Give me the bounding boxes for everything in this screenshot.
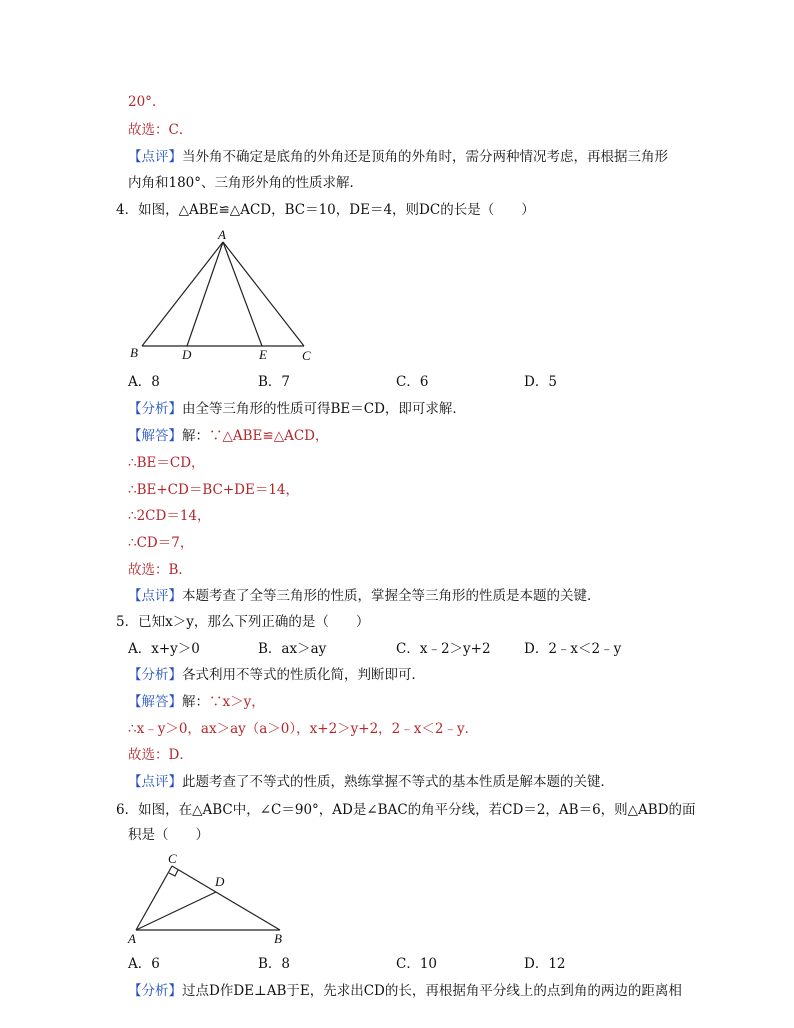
q5-analysis — [128, 665, 425, 685]
solution-tag: 【解答】 — [128, 694, 182, 710]
q4-solution-step-4: ∴2CD＝14， — [128, 508, 211, 524]
solution-lead: 解： — [182, 428, 209, 444]
q4-option-c: C．6 — [396, 374, 429, 390]
q6-option-c: C．10 — [396, 956, 438, 972]
q4-solution — [128, 426, 329, 446]
q5-option-b: B．ax＞ay — [258, 641, 327, 657]
q6-stem-line-1: 6．如图，在△ABC中，∠C＝90°，AD是∠BAC的角平分线，若CD＝2，AB＝6，则△ABD的面 — [116, 802, 696, 818]
analysis-tag: 【分析】 — [128, 401, 182, 417]
q6-label-D: D — [215, 874, 225, 889]
prev-comment-text-2: 内角和180°、三角形外角的性质求解． — [128, 175, 364, 191]
q6-label-A: A — [128, 931, 136, 946]
q6-option-a: A．6 — [128, 956, 160, 972]
solution-step-1: ∵x＞y， — [209, 694, 265, 710]
prev-answer-value: 20°. — [128, 94, 157, 110]
comment-text-1: 当外角不确定是底角的外角还是顶角的外角时，需分两种情况考虑，再根据三角形 — [182, 149, 668, 165]
analysis-tag: 【分析】 — [128, 667, 182, 683]
comment-tag: 【点评】 — [128, 588, 182, 604]
q5-comment — [128, 772, 614, 792]
q6-analysis — [128, 981, 682, 1001]
q4-label-E: E — [259, 347, 267, 362]
q4-solution-step-5: ∴CD＝7， — [128, 535, 194, 551]
q4-answer: 故选：B． — [128, 562, 192, 578]
analysis-tag: 【分析】 — [128, 983, 182, 999]
q6-label-C: C — [168, 851, 177, 866]
q4-label-C: C — [302, 348, 311, 363]
solution-step-1: ∵△ABE≌△ACD， — [209, 428, 329, 444]
q5-solution — [128, 692, 265, 712]
analysis-text: 由全等三角形的性质可得BE＝CD，即可求解． — [182, 401, 466, 417]
q5-option-d: D．2﹣x＜2﹣y — [524, 641, 622, 657]
q5-option-a: A．x+y＞0 — [128, 641, 200, 657]
prev-answer-choice: 故选：C． — [128, 122, 193, 138]
q6-stem-line-2: 积是（ ） — [128, 827, 209, 843]
q6-triangle-figure — [124, 848, 294, 948]
prev-comment — [128, 147, 668, 167]
q5-solution-step-2: ∴x﹣y＞0，ax＞ay（a＞0），x+2＞y+2，2﹣x＜2﹣y． — [128, 721, 479, 737]
solution-lead: 解： — [182, 694, 209, 710]
q4-option-b: B．7 — [258, 374, 291, 390]
q6-label-B: B — [274, 931, 282, 946]
q4-label-B: B — [130, 345, 138, 360]
comment-tag: 【点评】 — [128, 149, 182, 165]
q4-label-D: D — [182, 347, 192, 362]
comment-tag: 【点评】 — [128, 774, 182, 790]
q4-label-A: A — [218, 227, 226, 242]
comment-text: 本题考查了全等三角形的性质，掌握全等三角形的性质是本题的关键． — [182, 588, 601, 604]
analysis-text: 过点D作DE⊥AB于E，先求出CD的长，再根据角平分线上的点到角的两边的距离相 — [182, 983, 682, 999]
q4-comment — [128, 586, 601, 606]
q4-option-d: D．5 — [524, 374, 557, 390]
q5-option-c: C．x﹣2＞y+2 — [396, 641, 491, 657]
analysis-text: 各式利用不等式的性质化简，判断即可． — [182, 667, 425, 683]
q4-triangle-figure — [126, 224, 326, 366]
q4-solution-step-3: ∴BE+CD＝BC+DE＝14， — [128, 482, 299, 498]
comment-text: 此题考查了不等式的性质，熟练掌握不等式的基本性质是解本题的关键． — [182, 774, 614, 790]
q6-option-d: D．12 — [524, 956, 566, 972]
q6-option-b: B．8 — [258, 956, 291, 972]
q4-stem: 4．如图，△ABE≌△ACD，BC＝10，DE＝4，则DC的长是（ ） — [116, 202, 535, 218]
solution-tag: 【解答】 — [128, 428, 182, 444]
q5-stem: 5．已知x＞y，那么下列正确的是（ ） — [116, 614, 370, 630]
q4-solution-step-2: ∴BE＝CD， — [128, 455, 205, 471]
q4-analysis — [128, 399, 466, 419]
q4-option-a: A．8 — [128, 374, 160, 390]
q5-answer: 故选：D． — [128, 747, 193, 763]
